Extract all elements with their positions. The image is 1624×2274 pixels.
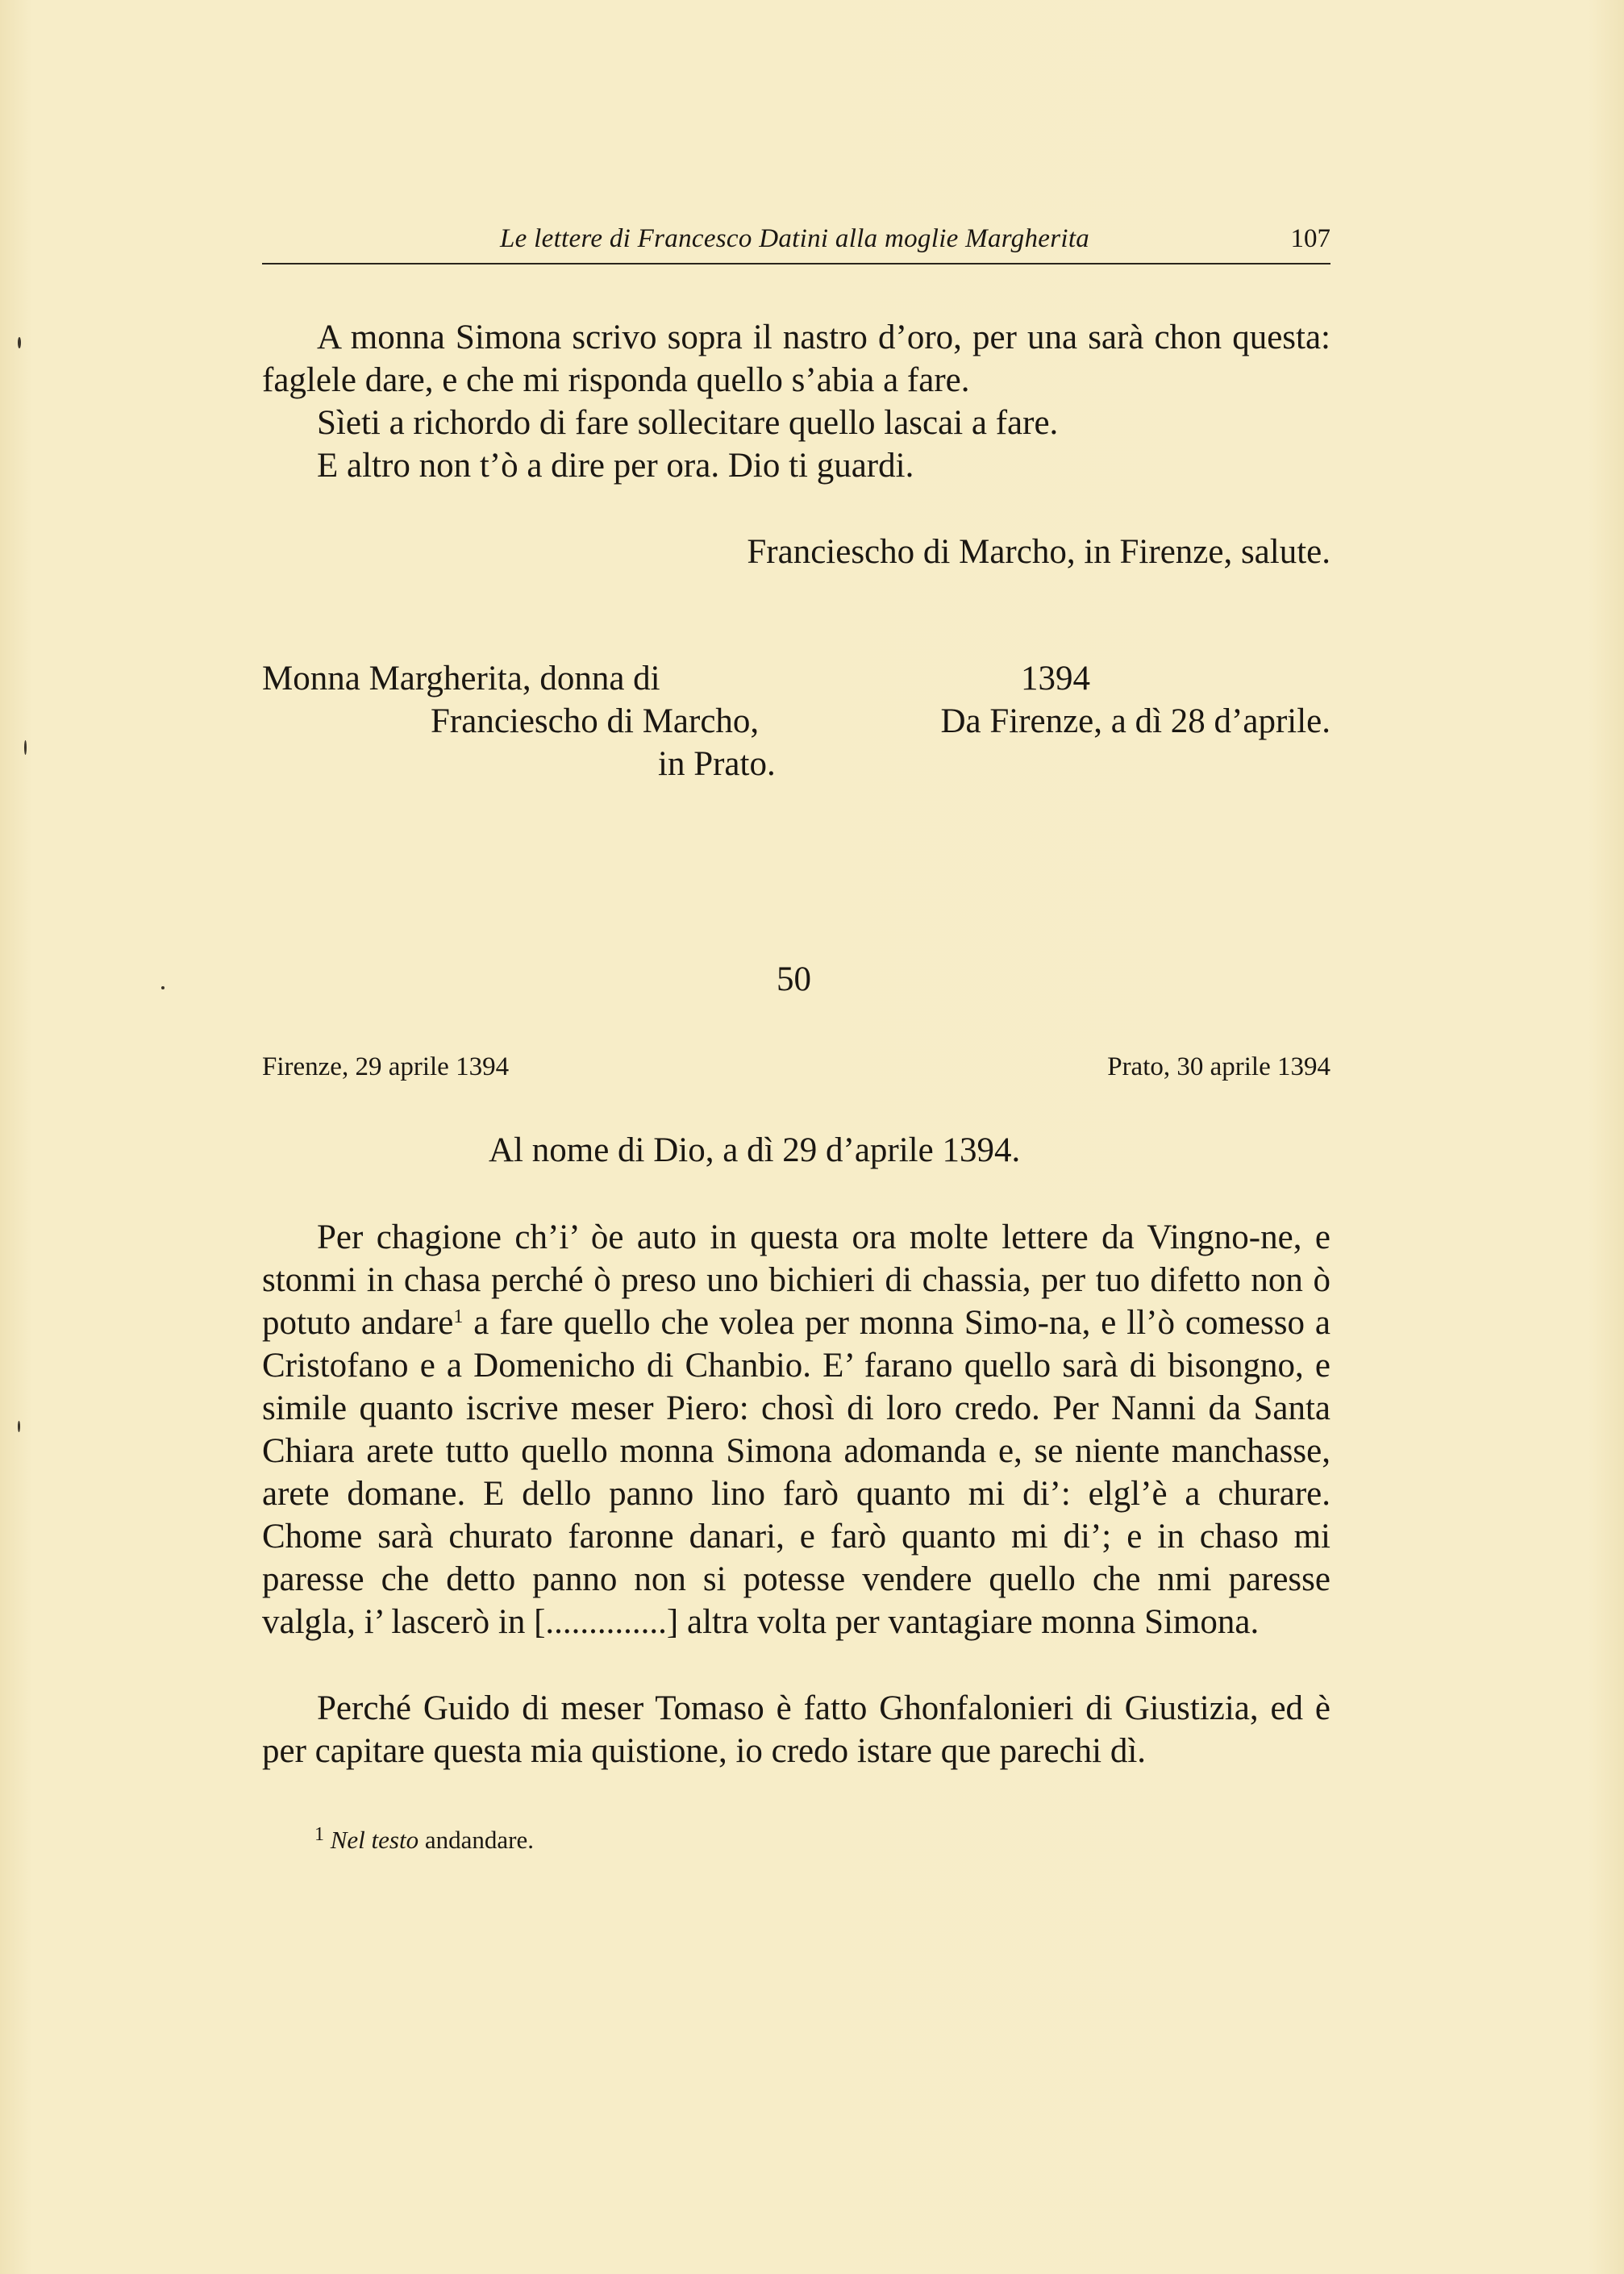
- paper-speck: [18, 1421, 20, 1432]
- footnote-text: andandare.: [418, 1826, 534, 1854]
- sent-date: Firenze, 29 aprile 1394: [262, 1052, 510, 1081]
- address-recipient: Monna Margherita, donna di: [262, 660, 660, 698]
- letter-number: 50: [777, 960, 811, 998]
- footnote-label: Nel testo: [330, 1826, 419, 1854]
- paragraph: E altro non t’ò a dire per ora. Dio ti guardi.: [317, 447, 914, 485]
- paragraph: [262, 1216, 1330, 1643]
- paper-speck: [161, 986, 164, 989]
- letter-opening: Al nome di Dio, a dì 29 d’aprile 1394.: [489, 1131, 1021, 1169]
- paragraph-text: a fare quello che volea per monna Simo-na, e ll’ò comesso a Cristofano e a Domenicho di Chanbio. E’ farano quello sarà di bisongno, e simile quanto iscrive meser Piero: chosì di loro credo. Per Nanni da Santa Chiara arete tutto quello monna Simona adomanda e, se niente manchasse, arete domane. E dello panno lino farò quanto mi di’: elgl’è a churare. Chome sarà churato faronne danari, e farò quanto mi di’; e in chaso mi paresse che detto panno non si potesse vendere quello che nmi paresse valgla, i’ lascerò in [..............] altra volta per vantagiare monna Simona.: [262, 1304, 1330, 1641]
- footnote-ref: 1: [453, 1306, 464, 1327]
- received-date: Prato, 30 aprile 1394: [1107, 1052, 1330, 1081]
- signature: Franciescho di Marcho, in Firenze, salute.: [747, 533, 1330, 571]
- address-husband: Franciescho di Marcho,: [431, 702, 760, 740]
- running-title: Le lettere di Francesco Datini alla moglie Margherita: [500, 224, 1090, 253]
- paragraph: A monna Simona scrivo sopra il nastro d’oro, per una sarà chon questa: faglele dare, e che mi risponda quello s’abia a fare.: [262, 319, 1330, 399]
- paragraph: Perché Guido di meser Tomaso è fatto Ghonfalonieri di Giustizia, ed è per capitare questa mia quistione, io credo istare que parechi dì.: [262, 1689, 1330, 1770]
- paragraph-text: Per chagione ch’i’ òe auto in questa ora molte lettere da Vingno-ne, e stonmi in chasa perché ò preso uno bichieri di chassia, per tuo difetto non ò potuto andare: [262, 1218, 1330, 1342]
- address-origin: Da Firenze, a dì 28 d’aprile.: [940, 702, 1330, 740]
- paragraph: Sìeti a richordo di fare sollecitare quello lascai a fare.: [317, 404, 1059, 442]
- footnote: [314, 1824, 534, 1855]
- page-number: 107: [1290, 224, 1330, 253]
- paper-speck: [18, 337, 21, 348]
- address-year: 1394: [1021, 660, 1090, 698]
- paper-speck: [24, 740, 27, 755]
- address-place: in Prato.: [658, 745, 776, 783]
- footnote-number: 1: [314, 1824, 324, 1845]
- running-header: [262, 218, 1330, 264]
